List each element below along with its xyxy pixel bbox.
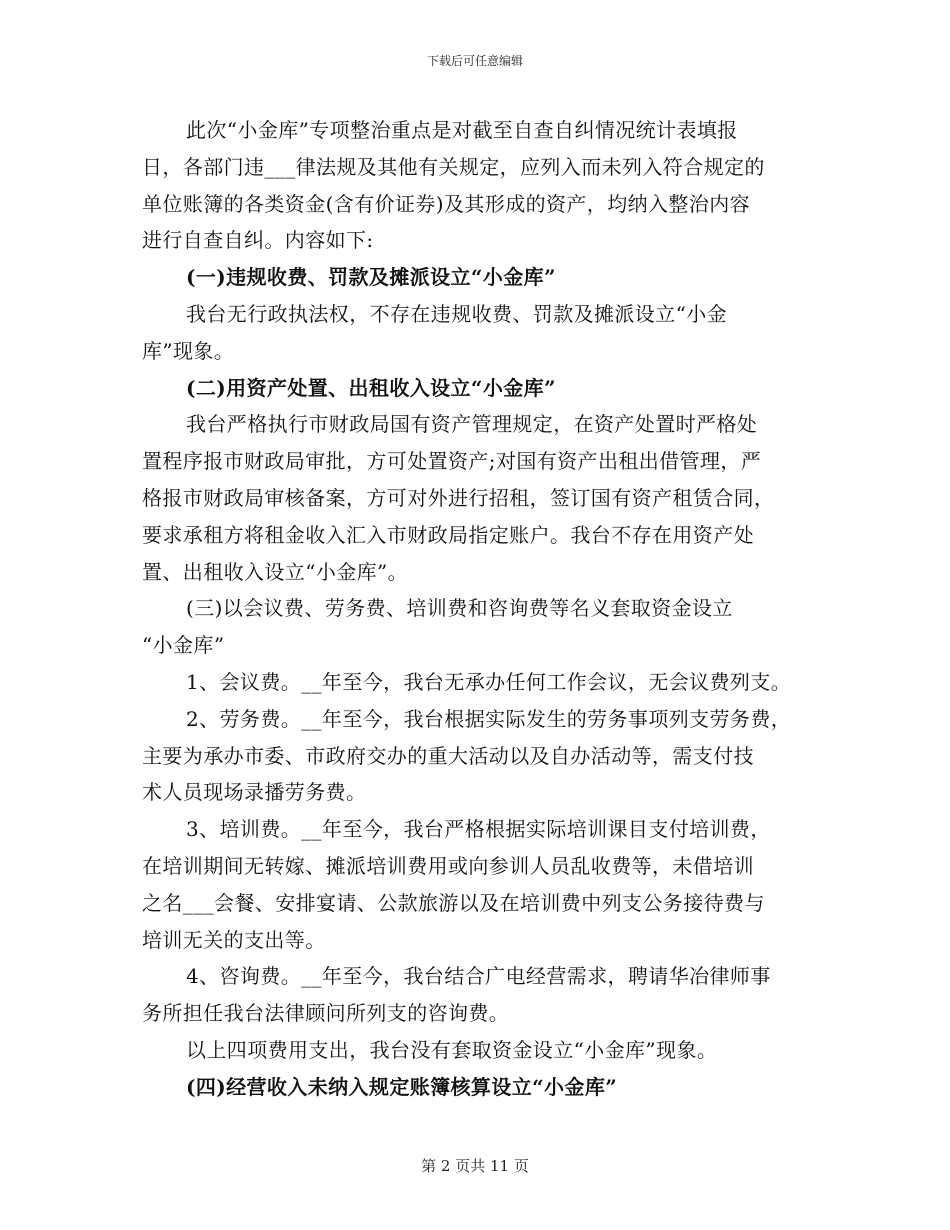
paragraph-line: 日，各部门违___律法规及其他有关规定，应列入而未列入符合规定的 (142, 154, 765, 179)
paragraph-line: 库”现象。 (142, 338, 235, 363)
paragraph-line: 务所担任我台法律顾问所列支的咨询费。 (142, 1001, 510, 1026)
paragraph-line: 2、劳务费。__年至今，我台根据实际发生的劳务事项列支劳务费， (186, 706, 792, 731)
page-number-footer: 第 2 页共 11 页 (421, 1157, 529, 1175)
paragraph-line: 术人员现场录播劳务费。 (142, 780, 367, 805)
paragraph-line: 此次“小金库”专项整治重点是对截至自查自纠情况统计表填报 (186, 118, 738, 142)
paragraph-line: 进行自查自纠。内容如下: (142, 228, 374, 253)
paragraph-line: “小金库” (142, 633, 225, 658)
paragraph-line: 1、会议费。__年至今，我台无承办任何工作会议，无会议费列支。 (186, 669, 792, 694)
paragraph-line: 主要为承办市委、市政府交办的重大活动以及自办活动等，需支付技 (142, 743, 754, 768)
paragraph-line: 要求承租方将租金收入汇入市财政局指定账户。我台不存在用资产处 (142, 522, 754, 547)
paragraph-line: 之名___会餐、安排宴请、公款旅游以及在培训费中列支公务接待费与 (142, 890, 765, 915)
section-heading-line: (二)用资产处置、出租收入设立“小金库” (186, 375, 556, 400)
paragraph-line: (三)以会议费、劳务费、培训费和咨询费等名义套取资金设立 (186, 596, 733, 621)
section-heading-line: (四)经营收入未纳入规定账簿核算设立“小金库” (186, 1074, 618, 1099)
paragraph-line: 4、咨询费。__年至今，我台结合广电经营需求，聘请华冶律师事 (186, 964, 771, 989)
document-body (142, 112, 822, 1106)
paragraph-line: 我台严格执行市财政局国有资产管理规定，在资产处置时严格处 (186, 412, 758, 437)
paragraph-line: 我台无行政执法权，不存在违规收费、罚款及摊派设立“小金 (186, 301, 728, 326)
paragraph-line: 置程序报市财政局审批，方可处置资产;对国有资产出租出借管理，严 (142, 449, 762, 474)
page-header: 下载后可任意编辑 (426, 54, 523, 68)
paragraph-line: 在培训期间无转嫁、摊派培训费用或向参训人员乱收费等，未借培训 (142, 853, 754, 878)
paragraph-line: 3、培训费。__年至今，我台严格根据实际培训课目支付培训费， (186, 817, 771, 842)
paragraph-line: 置、出租收入设立“小金库”。 (142, 559, 409, 584)
section-heading-line: (一)违规收费、罚款及摊派设立“小金库” (186, 265, 556, 290)
paragraph-line: 单位账簿的各类资金(含有价证券)及其形成的资产，均纳入整治内容 (142, 191, 751, 216)
paragraph-line: 格报市财政局审核备案，方可对外进行招租，签订国有资产租赁合同， (142, 485, 775, 510)
paragraph-line: 以上四项费用支出，我台没有套取资金设立“小金库”现象。 (186, 1037, 718, 1062)
paragraph-line: 培训无关的支出等。 (142, 927, 326, 952)
